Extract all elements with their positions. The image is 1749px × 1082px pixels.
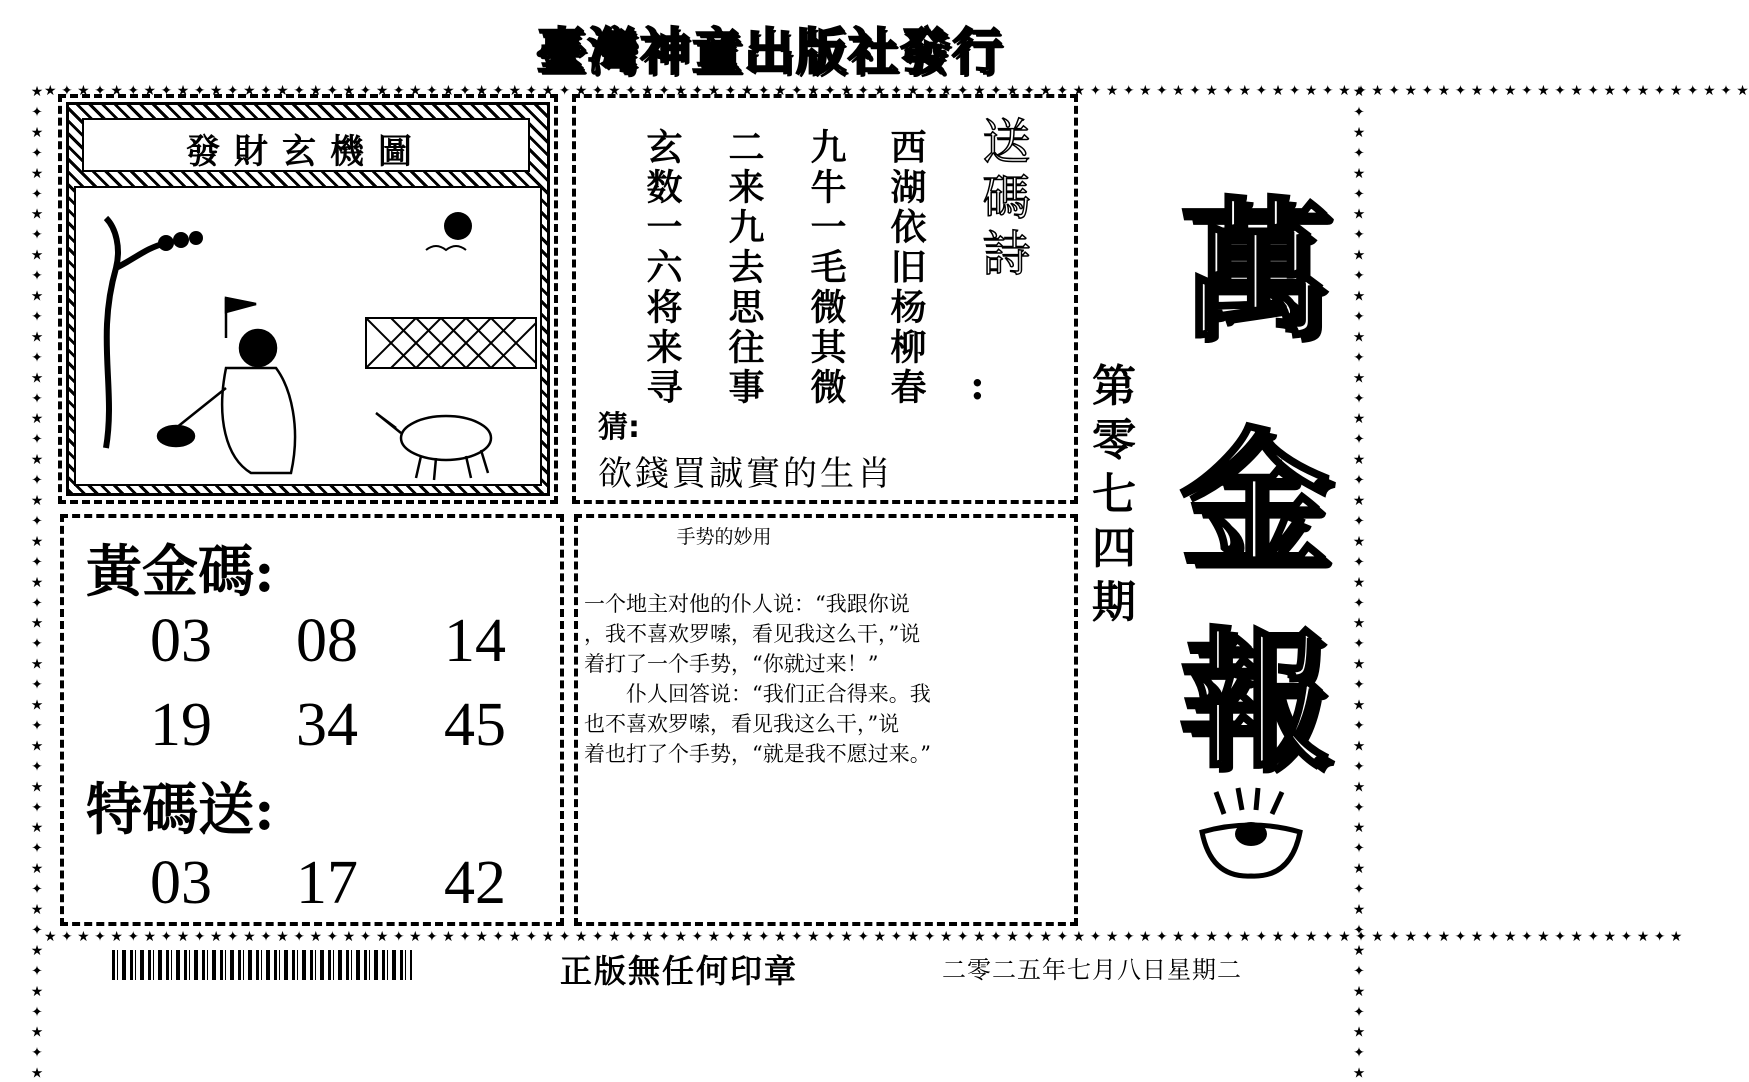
masthead-char-3: 報 — [1179, 615, 1330, 789]
poem-line-4: 玄数一六将来寻 — [641, 128, 682, 408]
joke-line-1: 一个地主对他的仆人说：“我跟你说 — [584, 592, 910, 616]
illustration-svg — [76, 188, 540, 484]
masthead-char-1: 萬 — [1179, 185, 1330, 359]
joke-line-3: 着打了一个手势，“你就过来！” — [584, 652, 879, 676]
cloud-icon — [426, 246, 466, 250]
gold-ingot-icon — [1196, 788, 1306, 884]
gold-numbers-heading: 黃金碼: — [86, 539, 275, 605]
special-number-1: 03 — [150, 849, 212, 917]
gold-number-6: 45 — [444, 691, 506, 759]
authenticity-notice: 正版無任何印章 — [560, 952, 799, 990]
poem-title: 送碼詩 — [974, 116, 1030, 284]
picture-title: 發財玄機圖 — [186, 132, 426, 172]
gold-number-4: 19 — [150, 691, 212, 759]
gold-number-3: 14 — [444, 607, 506, 675]
issue-date: 二零二五年七月八日星期二 — [942, 956, 1242, 984]
issue-char-2: 零 — [1092, 415, 1136, 466]
issue-char-4: 四 — [1092, 523, 1136, 574]
joke-title: 手势的妙用 — [676, 526, 772, 548]
guess-text: 欲錢買誠實的生肖 — [598, 454, 894, 494]
special-number-3: 42 — [444, 849, 506, 917]
top-star-border: ★ ✦ ★ ✦ ★ ✦ ★ ✦ ★ ✦ ★ ✦ ★ ✦ ★ ✦ ★ ✦ ★ ✦ ★ ✦ ★ ✦ ★ ✦ ★ ✦ ★ ✦ ★ ✦ ★ ✦ ★ ✦ ★ ✦ ★ ✦ ★ ✦ ★ ✦ ★ ✦ ★ ✦ ★ ✦ ★ ✦ ★ ✦ ★ ✦ ★ ✦ ★ ✦ ★ ✦ ★ ✦ ★ ✦ ★ ✦ ★ ✦ ★ ✦ ★ ✦ ★ ✦ ★ ✦ ★ ✦ ★ ✦ ★ ✦ ★ ✦ ★ ✦ ★ ✦ ★ ✦ ★ ✦ ★ ✦ ★ ✦ ★ ✦ ★ ✦ ★ — [44, 83, 1749, 99]
right-star-border: ★ ✦ ★ ✦ ★ ✦ ★ ✦ ★ ✦ ★ ✦ ★ ✦ ★ ✦ ★ ✦ ★ ✦ ★ ✦ ★ ✦ ★ ✦ ★ ✦ ★ ✦ ★ ✦ ★ ✦ ★ ✦ ★ ✦ ★ ✦ ★ ✦ ★ ✦ ★ ✦ ★ ✦ ★ — [1351, 84, 1367, 1082]
left-star-border: ★ ✦ ★ ✦ ★ ✦ ★ ✦ ★ ✦ ★ ✦ ★ ✦ ★ ✦ ★ ✦ ★ ✦ ★ ✦ ★ ✦ ★ ✦ ★ ✦ ★ ✦ ★ ✦ ★ ✦ ★ ✦ ★ ✦ ★ ✦ ★ ✦ ★ ✦ ★ ✦ ★ ✦ ★ — [29, 84, 45, 1082]
pig-icon — [376, 413, 491, 480]
tree-icon — [106, 218, 166, 448]
joke-line-4: 仆人回答说：“我们正合得来。我 — [584, 682, 931, 706]
fence-icon — [366, 318, 536, 368]
gold-number-2: 08 — [296, 607, 358, 675]
joke-line-2: ，我不喜欢罗嗦，看见我这么干，”说 — [584, 622, 921, 646]
fortune-illustration — [74, 186, 542, 486]
guess-label: 猜: — [598, 410, 640, 445]
gold-number-1: 03 — [150, 607, 212, 675]
sun-icon — [444, 212, 472, 240]
special-numbers-heading: 特碼送: — [86, 777, 275, 843]
poem-line-1: 西湖依旧杨柳春 — [885, 128, 926, 408]
masthead-char-2: 金 — [1179, 415, 1330, 589]
issue-char-1: 第 — [1092, 361, 1136, 412]
gold-number-5: 34 — [296, 691, 358, 759]
issue-char-3: 七 — [1092, 469, 1136, 520]
publisher-title: 臺灣神童出版社發行 — [536, 23, 1004, 81]
issue-char-5: 期 — [1092, 577, 1136, 628]
person-icon — [158, 298, 295, 473]
joke-line-5: 也不喜欢罗嗦，看见我这么干，”说 — [584, 712, 900, 736]
joke-line-6: 着也打了个手势，“就是我不愿过来。” — [584, 742, 931, 766]
special-number-2: 17 — [296, 849, 358, 917]
poem-line-2: 九牛一毛微其微 — [805, 128, 846, 408]
bottom-star-border: ★ ✦ ★ ✦ ★ ✦ ★ ✦ ★ ✦ ★ ✦ ★ ✦ ★ ✦ ★ ✦ ★ ✦ ★ ✦ ★ ✦ ★ ✦ ★ ✦ ★ ✦ ★ ✦ ★ ✦ ★ ✦ ★ ✦ ★ ✦ ★ ✦ ★ ✦ ★ ✦ ★ ✦ ★ ✦ ★ ✦ ★ ✦ ★ ✦ ★ ✦ ★ ✦ ★ ✦ ★ ✦ ★ ✦ ★ ✦ ★ ✦ ★ ✦ ★ ✦ ★ ✦ ★ ✦ ★ ✦ ★ ✦ ★ ✦ ★ ✦ ★ ✦ ★ ✦ ★ ✦ ★ ✦ ★ ✦ ★ ✦ ★ — [44, 929, 1683, 945]
poem-line-3: 二来九去思往事 — [723, 128, 764, 408]
barcode — [112, 950, 412, 980]
poem-title-colon: : — [970, 362, 985, 409]
